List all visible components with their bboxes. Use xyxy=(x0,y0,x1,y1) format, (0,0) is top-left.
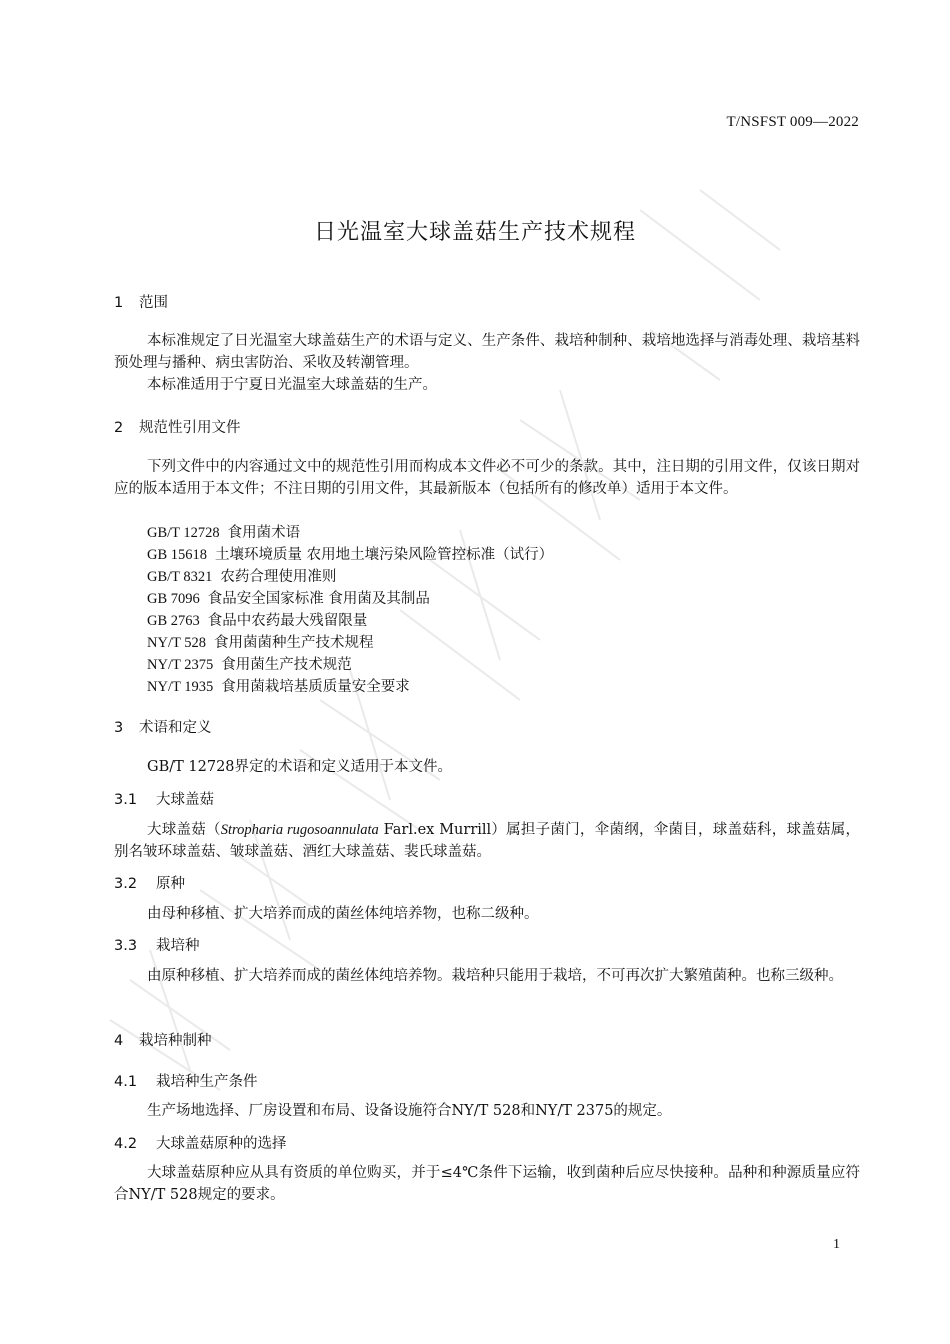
section-2-heading xyxy=(114,416,241,437)
section-3-heading xyxy=(114,716,212,737)
section-number: 4 xyxy=(114,1033,124,1049)
subsection-4-2-heading: 4.2 大球盖菇原种的选择 xyxy=(114,1136,287,1152)
reference-item: NY/T 2375 食用菌生产技术规范 xyxy=(147,657,352,673)
subsection-4-1-paragraph: 生产场地选择、厂房设置和布局、设备设施符合NY/T 528和NY/T 2375的规定。 xyxy=(147,1103,672,1119)
section-3-paragraph-1: GB/T 12728界定的术语和定义适用于本文件。 xyxy=(147,759,453,775)
subsection-4-1-heading: 4.1 栽培种生产条件 xyxy=(114,1074,258,1090)
subsection-4-2-paragraph: 大球盖菇原种应从具有资质的单位购买，并于≤4℃条件下运输，收到菌种后应尽快接种。品种和种源质量应符合NY/T 528规定的要求。 xyxy=(114,1165,860,1203)
section-1-paragraph-2: 本标准适用于宁夏日光温室大球盖菇的生产。 xyxy=(147,377,437,393)
section-title: 规范性引用文件 xyxy=(139,420,241,436)
section-2-paragraph-1: 下列文件中的内容通过文中的规范性引用而构成本文件必不可少的条款。其中，注日期的引用文件，仅该日期对应的版本适用于本文件；不注日期的引用文件，其最新版本（包括所有的修改单）适用于本文件。 xyxy=(114,459,860,497)
subsection-3-3-heading: 3.3 栽培种 xyxy=(114,938,200,954)
section-4-heading xyxy=(114,1029,212,1050)
reference-item: GB 15618 土壤环境质量 农用地土壤污染风险管控标准（试行） xyxy=(147,547,554,563)
section-number: 3 xyxy=(114,720,124,736)
reference-item: NY/T 1935 食用菌栽培基质质量安全要求 xyxy=(147,679,410,695)
reference-item: GB/T 8321 农药合理使用准则 xyxy=(147,569,337,585)
section-number: 2 xyxy=(114,420,124,436)
subsection-3-1-paragraph: 大球盖菇（Stropharia rugosoannulata Farl.ex Murrill）属担子菌门，伞菌纲，伞菌目，球盖菇科，球盖菇属，别名皱环球盖菇、皱球盖菇、酒红大球盖菇、裴氏球盖菇。 xyxy=(114,822,860,860)
reference-item: GB 7096 食品安全国家标准 食用菌及其制品 xyxy=(147,591,430,607)
page-number: 1 xyxy=(833,1237,840,1252)
subsection-3-1-heading: 3.1 大球盖菇 xyxy=(114,792,214,808)
reference-item: NY/T 528 食用菌菌种生产技术规程 xyxy=(147,635,374,651)
subsection-3-2-paragraph: 由母种移植、扩大培养而成的菌丝体纯培养物，也称二级种。 xyxy=(147,906,539,922)
subsection-3-2-heading: 3.2 原种 xyxy=(114,876,185,892)
reference-item: GB/T 12728 食用菌术语 xyxy=(147,525,301,541)
section-title: 栽培种制种 xyxy=(139,1033,212,1049)
subsection-3-3-paragraph: 由原种移植、扩大培养而成的菌丝体纯培养物。栽培种只能用于栽培，不可再次扩大繁殖菌种。也称三级种。 xyxy=(147,968,843,984)
section-title: 术语和定义 xyxy=(139,720,212,736)
section-1-heading xyxy=(114,291,168,312)
reference-item: GB 2763 食品中农药最大残留限量 xyxy=(147,613,368,629)
document-title: 日光温室大球盖菇生产技术规程 xyxy=(313,220,636,245)
section-title: 范围 xyxy=(139,295,168,311)
standard-code: T/NSFST 009—2022 xyxy=(726,114,859,130)
section-number: 1 xyxy=(114,295,124,311)
section-1-paragraph-1: 本标准规定了日光温室大球盖菇生产的术语与定义、生产条件、栽培种制种、栽培地选择与消毒处理、栽培基料预处理与播种、病虫害防治、采收及转潮管理。 xyxy=(114,333,860,371)
